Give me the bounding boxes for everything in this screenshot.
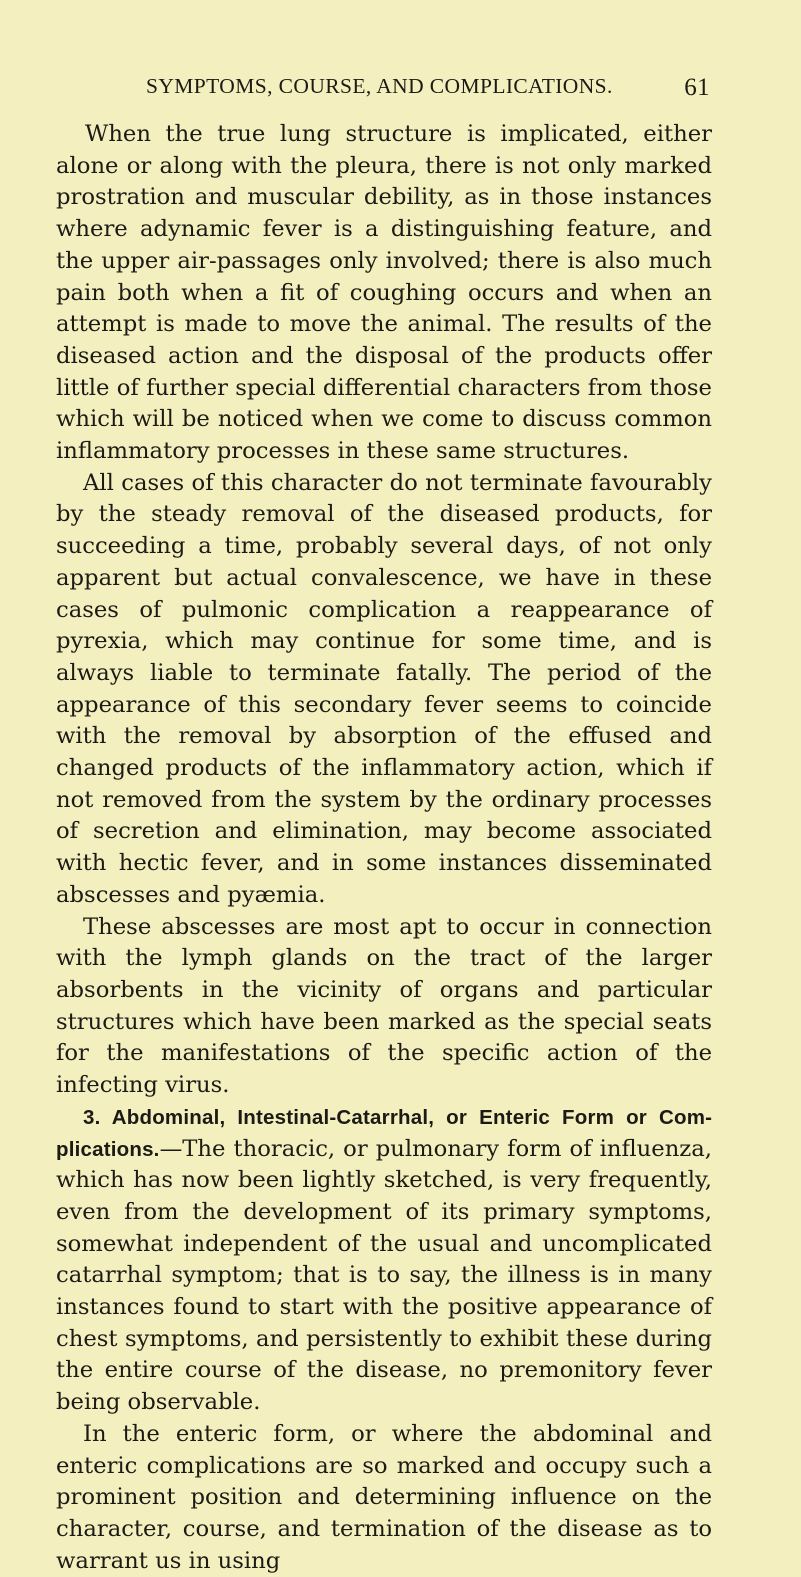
running-head (146, 74, 710, 106)
page-number: 61 (684, 74, 710, 101)
section-heading: 3. Abdominal, Intestinal-Catarrhal, or Enteric Form or Complications. (56, 1105, 712, 1161)
paragraph: These abscesses are most apt to occur in connection with the lymph glands on the tract of the larger absorbents in the vicinity of organs and particular structures which have been marked as the special seats for the manifestations of the specific action of the infecting virus. (56, 913, 712, 1099)
paragraph: In the enteric form, or where the abdominal and enteric complications are so marked and occupy such a prominent position and determining influence on the character, course, and termination of the disease as to warrant us in using (56, 1420, 712, 1574)
body-text (56, 119, 712, 1577)
paragraph-text: —The thoracic, or pulmonary form of influenza, which has now been lightly sketched, is very frequently, even from the development of its primary symptoms, somewhat independent of the usual and uncomplicated catarrhal symptom; that is to say, the illness is in many instances found to start with the positive appearance of chest symptoms, and persistently to exhibit these during the entire course of the disease, no premonitory fever being observable. (56, 1135, 712, 1416)
running-title: SYMPTOMS, COURSE, AND COMPLICATIONS. (146, 74, 613, 98)
paragraph: When the true lung structure is implicated, either alone or along with the pleura, there is not only marked prostration and muscular debility, as in those instances where adynamic fever is a distinguishing feature, and the upper air-passages only involved; there is also much pain both when a fit of coughing occurs and when an attempt is made to move the animal. The results of the diseased action and the disposal of the products offer little of further special differential characters from those which will be noticed when we come to discuss common inflammatory processes in these same structures. (56, 121, 712, 465)
paragraph: All cases of this character do not terminate favourably by the steady removal of the diseased products, for succeeding a time, probably several days, of not only apparent but actual convalescence, we have in these cases of pulmonic complication a reappearance of pyrexia, which may continue for some time, and is always liable to terminate fatally. The period of the appearance of this secondary fever seems to coincide with the removal by absorption of the effused and changed products of the inflammatory action, which if not removed from the system by the ordinary processes of secretion and elimination, may become associated with hectic fever, and in some instances disseminated abscesses and pyæmia. (56, 469, 712, 908)
section-paragraph (56, 1102, 712, 1419)
